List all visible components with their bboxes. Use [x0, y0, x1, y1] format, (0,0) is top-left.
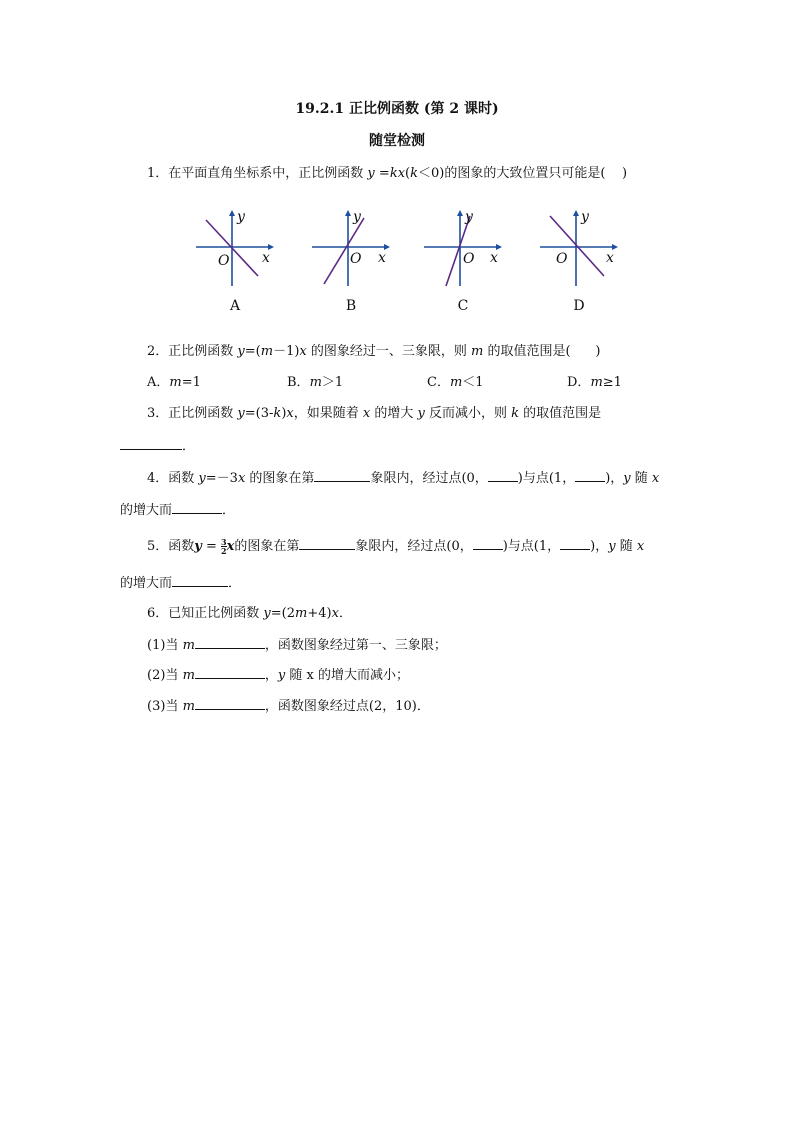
q4-var-y: y — [198, 471, 206, 486]
q5-text-b: 的图象在第 — [234, 539, 300, 554]
q3-var-y: y — [237, 406, 245, 421]
q4-eq: =－3 — [205, 471, 238, 486]
part-suffix: ， — [264, 668, 278, 683]
q1-paren: ( — [405, 166, 411, 181]
q4-text-a: 函数 — [168, 471, 199, 486]
q5-eq: = — [201, 539, 222, 554]
q5-var-x: x — [226, 539, 235, 554]
question-3 — [147, 406, 601, 422]
q3-var-k2: k — [511, 406, 519, 421]
y-axis-label: y — [465, 209, 473, 225]
origin-label: O — [556, 251, 568, 267]
q3-eq: =(3- — [244, 406, 274, 421]
q5-point1-blank[interactable] — [560, 537, 590, 550]
q3-text-e: 的取值范围是 — [519, 406, 602, 421]
q3-text-c: 的增大 — [370, 406, 418, 421]
q5-end: ． — [228, 576, 242, 591]
q6-part-1 — [147, 636, 447, 654]
part-var-m: m — [182, 668, 195, 683]
q6-number: 6． — [147, 606, 169, 621]
part-prefix: (3)当 — [147, 699, 183, 714]
part-suffix-b: 随 x 的增大而减小； — [285, 668, 409, 683]
q6-part-3 — [147, 697, 430, 715]
q4-point0-blank[interactable] — [488, 469, 518, 482]
option-var: m — [309, 375, 322, 390]
q3-text-d: 反而减小，则 — [424, 406, 512, 421]
q6-var-x: x — [331, 606, 339, 621]
q3-number: 3． — [147, 406, 169, 421]
q1-graph-options — [190, 206, 630, 316]
option-value: ＜1 — [462, 375, 484, 390]
q5-text-d: )与点(1， — [502, 539, 561, 554]
option-letter: B． — [287, 375, 310, 390]
graph-option-label: D — [573, 298, 585, 314]
part-suffix: ，函数图象经过第一、三象限； — [264, 638, 447, 653]
part-suffix: ，函数图象经过点(2，10)． — [264, 699, 430, 714]
question-6 — [147, 606, 352, 622]
q1-text-a: 在平面直角坐标系中，正比例函数 — [168, 166, 368, 181]
y-axis-label: y — [581, 209, 589, 225]
q1-eq: = — [374, 166, 390, 181]
graph-option-a[interactable] — [190, 206, 280, 316]
y-axis-label: y — [237, 209, 245, 225]
q4-text-c: 象限内，经过点(0， — [370, 471, 488, 486]
question-1 — [147, 166, 627, 182]
q2-number: 2． — [147, 344, 169, 359]
q3-answer-blank[interactable] — [120, 437, 182, 450]
q1-var-y: y — [367, 166, 375, 181]
q6-eq: =(2 — [270, 606, 296, 621]
q5-text-e: )， — [590, 539, 609, 554]
graph-d-svg — [534, 206, 624, 298]
q3-close: ) — [281, 406, 287, 421]
graph-c-svg — [418, 206, 508, 298]
q1-k: k — [410, 166, 418, 181]
q6-rest: +4) — [307, 606, 332, 621]
question-2 — [147, 344, 600, 360]
part-prefix: (1)当 — [147, 638, 183, 653]
page-title: 19.2.1 正比例函数 (第 2 课时) — [295, 101, 499, 117]
option-value: ≥1 — [602, 375, 622, 390]
q6-var-y: y — [263, 606, 271, 621]
q5-text-a: 函数 — [168, 539, 195, 554]
graph-option-c[interactable] — [418, 206, 508, 316]
q3-var-x2: x — [362, 406, 371, 421]
q1-kx: kx — [389, 166, 406, 181]
q4-line-2 — [120, 501, 235, 519]
q1-answer-bracket: ) — [605, 166, 628, 181]
y-axis-label: y — [353, 209, 361, 225]
q4-text-g: 的增大而 — [120, 503, 173, 518]
q5-text-g: 的增大而 — [120, 576, 173, 591]
q3-var-y2: y — [417, 406, 425, 421]
q6-text-a: 已知正比例函数 — [168, 606, 264, 621]
q4-text-f: 随 — [630, 471, 652, 486]
q5-number: 5． — [147, 539, 169, 554]
q5-text-c: 象限内，经过点(0， — [355, 539, 473, 554]
q5-line-2 — [120, 574, 241, 592]
q4-quadrant-blank[interactable] — [314, 469, 370, 482]
q2-text-b: 的图象经过一、三象限，则 — [306, 344, 472, 359]
graph-a-svg — [190, 206, 280, 298]
option-var: m — [169, 375, 182, 390]
q6-end: ． — [338, 606, 352, 621]
q1-cond: ＜0) — [418, 166, 445, 181]
fraction-numerator: 3 — [221, 537, 227, 547]
q1-text-b: 的图象的大致位置只可能是( — [444, 166, 606, 181]
x-axis-label: x — [606, 250, 614, 266]
q5-var-x2: x — [636, 539, 645, 554]
q5-text-f: 随 — [615, 539, 637, 554]
q6-part-2 — [147, 666, 409, 684]
option-letter: C． — [427, 375, 450, 390]
x-axis-label: x — [490, 250, 498, 266]
y-axis-arrow — [345, 210, 351, 216]
function-line — [550, 216, 604, 276]
option-var: m — [449, 375, 463, 390]
q4-trend-blank[interactable] — [172, 501, 222, 514]
q2-var-m: m — [260, 344, 274, 359]
y-axis-arrow — [229, 210, 235, 216]
q5-var-y2: y — [608, 539, 616, 554]
option-value: ＞1 — [321, 375, 344, 390]
graph-option-label: B — [345, 298, 357, 314]
origin-label: O — [463, 251, 475, 267]
q3-var-k: k — [273, 406, 282, 421]
q2-option-c[interactable] — [427, 375, 484, 391]
x-axis-label: x — [262, 250, 270, 266]
fraction-denominator: 2 — [221, 546, 227, 556]
q2-option-b[interactable] — [287, 375, 343, 391]
part-prefix: (2)当 — [147, 668, 183, 683]
part-var-y: y — [277, 668, 286, 683]
q1-number: 1． — [147, 166, 169, 181]
graph-option-d[interactable] — [534, 206, 624, 316]
q5-quadrant-blank[interactable] — [299, 537, 355, 550]
q5-trend-blank[interactable] — [172, 574, 228, 587]
q3-answer-line — [120, 437, 195, 455]
q6-part1-blank[interactable] — [195, 636, 265, 649]
q4-end: ． — [222, 503, 236, 518]
q6-var-m: m — [295, 606, 308, 621]
option-letter: A． — [147, 375, 170, 390]
q6-part2-blank[interactable] — [195, 666, 265, 679]
q2-var-y: y — [237, 344, 245, 359]
q2-var-x: x — [299, 344, 307, 359]
q2-var-m2: m — [471, 344, 484, 359]
q4-text-b: 的图象在第 — [245, 471, 315, 486]
q4-point1-blank[interactable] — [575, 469, 605, 482]
part-var-m: m — [182, 638, 195, 653]
origin-label: O — [350, 251, 362, 267]
q2-eq: =( — [244, 344, 261, 359]
question-4 — [147, 469, 659, 487]
section-subtitle: 随堂检测 — [369, 133, 425, 149]
question-5 — [147, 537, 644, 555]
q4-var-x2: x — [651, 471, 660, 486]
q2-option-d[interactable] — [567, 375, 622, 391]
q5-var-y: y — [194, 539, 202, 554]
y-axis-arrow — [457, 210, 463, 216]
q4-var-y2: y — [623, 471, 631, 486]
q3-var-x: x — [286, 406, 294, 421]
option-letter: D． — [567, 375, 591, 390]
graph-option-label: C — [457, 298, 469, 314]
graph-option-label: A — [229, 298, 241, 314]
origin-label: O — [218, 253, 230, 269]
option-var: m — [590, 375, 603, 390]
x-axis-label: x — [378, 250, 386, 266]
part-var-m: m — [182, 699, 195, 714]
q4-var-x: x — [237, 471, 246, 486]
graph-option-b[interactable] — [306, 206, 396, 316]
q2-minus: －1) — [273, 344, 300, 359]
q3-end: ． — [182, 439, 196, 454]
q2-option-a[interactable] — [147, 375, 201, 391]
q3-text-a: 正比例函数 — [168, 406, 238, 421]
q4-number: 4． — [147, 471, 169, 486]
q4-text-e: )， — [605, 471, 624, 486]
q6-part3-blank[interactable] — [195, 697, 265, 710]
y-axis-arrow — [573, 210, 579, 216]
option-value: =1 — [181, 375, 201, 390]
q4-text-d: )与点(1， — [517, 471, 576, 486]
q5-point0-blank[interactable] — [473, 537, 503, 550]
q2-text-a: 正比例函数 — [168, 344, 238, 359]
q3-text-b: ，如果随着 — [293, 406, 363, 421]
q2-text-c: 的取值范围是( ) — [483, 344, 601, 359]
graph-b-svg — [306, 206, 396, 298]
